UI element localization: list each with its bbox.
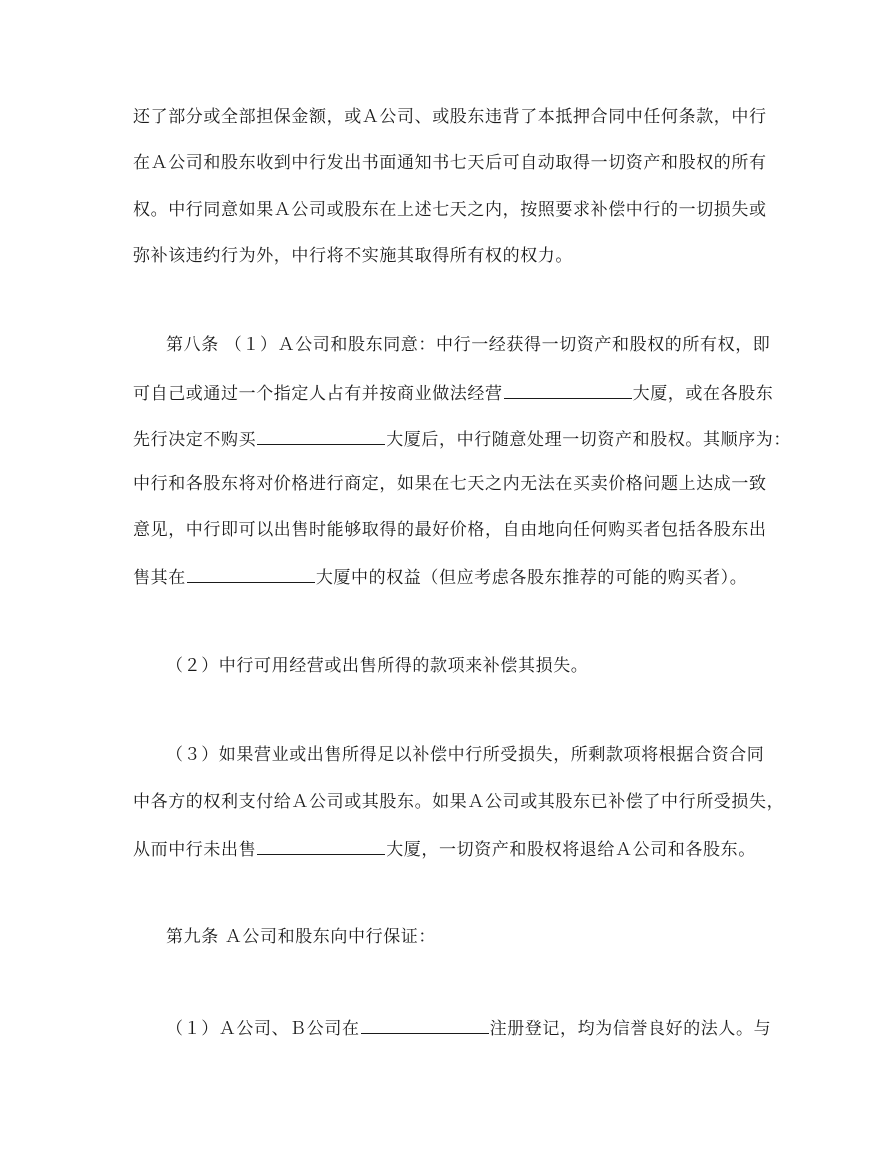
article-8-line-2-text-b: 大厦，或在各股东 (632, 384, 774, 404)
article-8-line-3-text-a: 先行决定不购买 (133, 430, 257, 450)
paragraph-1-line-2: 在Ａ公司和股东收到中行发出书面通知书七天后可自动取得一切资产和股权的所有 (133, 153, 767, 173)
article-8-line-6 (133, 565, 747, 589)
article-9-heading: 第九条 Ａ公司和股东向中行保证： (166, 927, 437, 947)
article-8-line-2 (133, 381, 773, 405)
article-8-3-line-3 (133, 837, 756, 861)
article-8-2-line-1: （２）中行可用经营或出售所得的款项来补偿其损失。 (166, 656, 589, 676)
article-8-line-3 (133, 427, 791, 451)
article-9-1-line-1-text-b: 注册登记，均为信誉良好的法人。与 (489, 1019, 772, 1039)
paragraph-1-line-3: 权。中行同意如果Ａ公司或股东在上述七天之内，按照要求补偿中行的一切损失或 (133, 200, 767, 220)
blank-line (187, 565, 315, 583)
article-8-line-5: 意见，中行即可以出售时能够取得的最好价格，自由地向任何购买者包括各股东出 (133, 520, 767, 540)
article-8-line-6-text-a: 售其在 (133, 568, 186, 588)
article-8-line-6-text-b: 大厦中的权益（但应考虑各股东推荐的可能的购买者）。 (315, 568, 748, 588)
article-8-line-1: 第八条 （１）Ａ公司和股东同意：中行一经获得一切资产和股权的所有权，即 (166, 335, 771, 355)
article-8-line-4: 中行和各股东将对价格进行商定，如果在七天之内无法在买卖价格问题上达成一致 (133, 474, 767, 494)
article-8-line-3-text-b: 大厦后，中行随意处理一切资产和股权。其顺序为： (386, 430, 792, 450)
article-9-1-line-1 (166, 1016, 771, 1040)
paragraph-1-line-4: 弥补该违约行为外，中行将不实施其取得所有权的权力。 (133, 246, 573, 266)
article-8-3-line-3-text-b: 大厦，一切资产和股权将退给Ａ公司和各股东。 (386, 840, 756, 860)
blank-line (504, 381, 632, 399)
article-8-3-line-1: （３）如果营业或出售所得足以补偿中行所受损失，所剩款项将根据合资合同 (166, 745, 765, 765)
paragraph-1-line-1: 还了部分或全部担保金额，或Ａ公司、或股东违背了本抵押合同中任何条款，中行 (133, 107, 767, 127)
article-8-3-line-2: 中各方的权利支付给Ａ公司或其股东。如果Ａ公司或其股东已补偿了中行所受损失， (133, 792, 785, 812)
article-9-1-line-1-text-a: （１）Ａ公司、Ｂ公司在 (166, 1019, 360, 1039)
blank-line (257, 837, 385, 855)
blank-line (361, 1016, 489, 1034)
article-8-3-line-3-text-a: 从而中行未出售 (133, 840, 257, 860)
article-8-line-2-text-a: 可自己或通过一个指定人占有并按商业做法经营 (133, 384, 503, 404)
blank-line (257, 427, 385, 445)
